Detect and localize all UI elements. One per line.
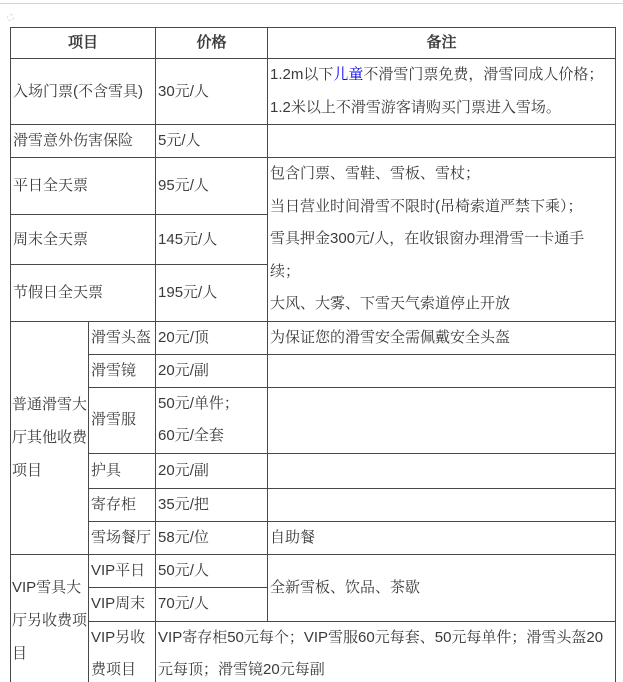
fullday-note-line3: 雪具押金300元/人，在收银窗办理滑雪一卡通手续； xyxy=(270,230,585,280)
table-row xyxy=(11,387,616,453)
table-header-row xyxy=(11,28,616,59)
cell-item-locker: 寄存柜 xyxy=(89,488,156,521)
fullday-note-line4: 大风、大雾、下雪天气索道停止开放 xyxy=(270,295,511,312)
cell-price-ski-suit xyxy=(156,387,268,453)
cell-note-vip-other: VIP寄存柜50元每个；VIP雪服60元每套、50元每单件；滑雪头盔20元每顶；滑雪镜20元每副 xyxy=(156,621,616,682)
cell-price-goggles: 20元/副 xyxy=(156,354,268,387)
header-note: 备注 xyxy=(268,28,616,59)
header-item: 项目 xyxy=(11,28,156,59)
table-row xyxy=(11,321,616,354)
table-row xyxy=(11,158,616,215)
cell-item-weekday-ticket: 平日全天票 xyxy=(11,158,156,215)
table-row xyxy=(11,125,616,158)
ski-suit-price-line2: 60元/全套 xyxy=(158,427,224,444)
cell-note-vip: 全新雪板、饮品、茶歇 xyxy=(268,554,616,621)
cell-item-entrance: 入场门票(不含雪具) xyxy=(11,59,156,125)
note-text: 不滑雪门票免费，滑雪同成人价格； xyxy=(363,66,604,83)
cell-note-entrance xyxy=(268,59,616,125)
cell-item-vip-weekday: VIP平日 xyxy=(89,554,156,587)
cell-price-vip-weekday: 50元/人 xyxy=(156,554,268,587)
table-row xyxy=(11,453,616,488)
cell-note-goggles xyxy=(268,354,616,387)
cell-item-protective-gear: 护具 xyxy=(89,453,156,488)
cell-price-holiday-ticket: 195元/人 xyxy=(156,265,268,321)
table-row xyxy=(11,554,616,587)
cell-item-holiday-ticket: 节假日全天票 xyxy=(11,265,156,321)
children-link[interactable]: 儿童 xyxy=(333,66,364,83)
cell-price-protective-gear: 20元/副 xyxy=(156,453,268,488)
cell-item-vip-weekend: VIP周末 xyxy=(89,587,156,621)
fullday-note-line2: 当日营业时间滑雪不限时(吊椅索道严禁下乘）； xyxy=(270,197,583,215)
cell-price-weekday-ticket: 95元/人 xyxy=(156,158,268,215)
fullday-note-line1: 包含门票、雪鞋、雪板、雪杖； xyxy=(270,165,481,182)
cell-note-locker xyxy=(268,488,616,521)
top-divider-line xyxy=(0,3,623,4)
cell-price-vip-weekend: 70元/人 xyxy=(156,587,268,621)
cell-group-vip-hall: VIP雪具大厅另收费项目 xyxy=(11,554,89,682)
cell-item-goggles: 滑雪镜 xyxy=(89,354,156,387)
cell-item-weekend-ticket: 周末全天票 xyxy=(11,215,156,265)
cell-item-restaurant: 雪场餐厅 xyxy=(89,521,156,554)
cell-price-locker: 35元/把 xyxy=(156,488,268,521)
cell-price-weekend-ticket: 145元/人 xyxy=(156,215,268,265)
table-row xyxy=(11,621,616,682)
cell-price-restaurant: 58元/位 xyxy=(156,521,268,554)
table-row xyxy=(11,488,616,521)
cell-price-insurance: 5元/人 xyxy=(156,125,268,158)
note-text: 1.2m以下 xyxy=(270,66,334,83)
cell-item-vip-other: VIP另收费项目 xyxy=(89,621,156,682)
entrance-note-line2: 1.2米以上不滑雪游客请购买门票进入雪场。 xyxy=(270,98,561,116)
cell-note-restaurant: 自助餐 xyxy=(268,521,616,554)
cell-note-ski-suit xyxy=(268,387,616,453)
ski-price-table xyxy=(10,27,616,682)
header-price: 价格 xyxy=(156,28,268,59)
entrance-note-line1 xyxy=(270,59,614,92)
cell-note-protective-gear xyxy=(268,453,616,488)
cell-note-fullday-tickets xyxy=(268,158,616,322)
cell-item-ski-suit: 滑雪服 xyxy=(89,387,156,453)
table-row xyxy=(11,59,616,125)
ski-suit-price-line1: 50元/单件； xyxy=(158,394,239,412)
cell-note-insurance xyxy=(268,125,616,158)
cell-price-entrance: 30元/人 xyxy=(156,59,268,125)
cell-note-helmet: 为保证您的滑雪安全需佩戴安全头盔 xyxy=(268,321,616,354)
cell-item-insurance: 滑雪意外伤害保险 xyxy=(11,125,156,158)
table-row xyxy=(11,354,616,387)
cell-price-helmet: 20元/顶 xyxy=(156,321,268,354)
cell-item-helmet: 滑雪头盔 xyxy=(89,321,156,354)
cell-group-normal-hall: 普通滑雪大厅其他收费项目 xyxy=(11,321,89,554)
anchor-dot-icon xyxy=(7,14,14,21)
table-row xyxy=(11,521,616,554)
